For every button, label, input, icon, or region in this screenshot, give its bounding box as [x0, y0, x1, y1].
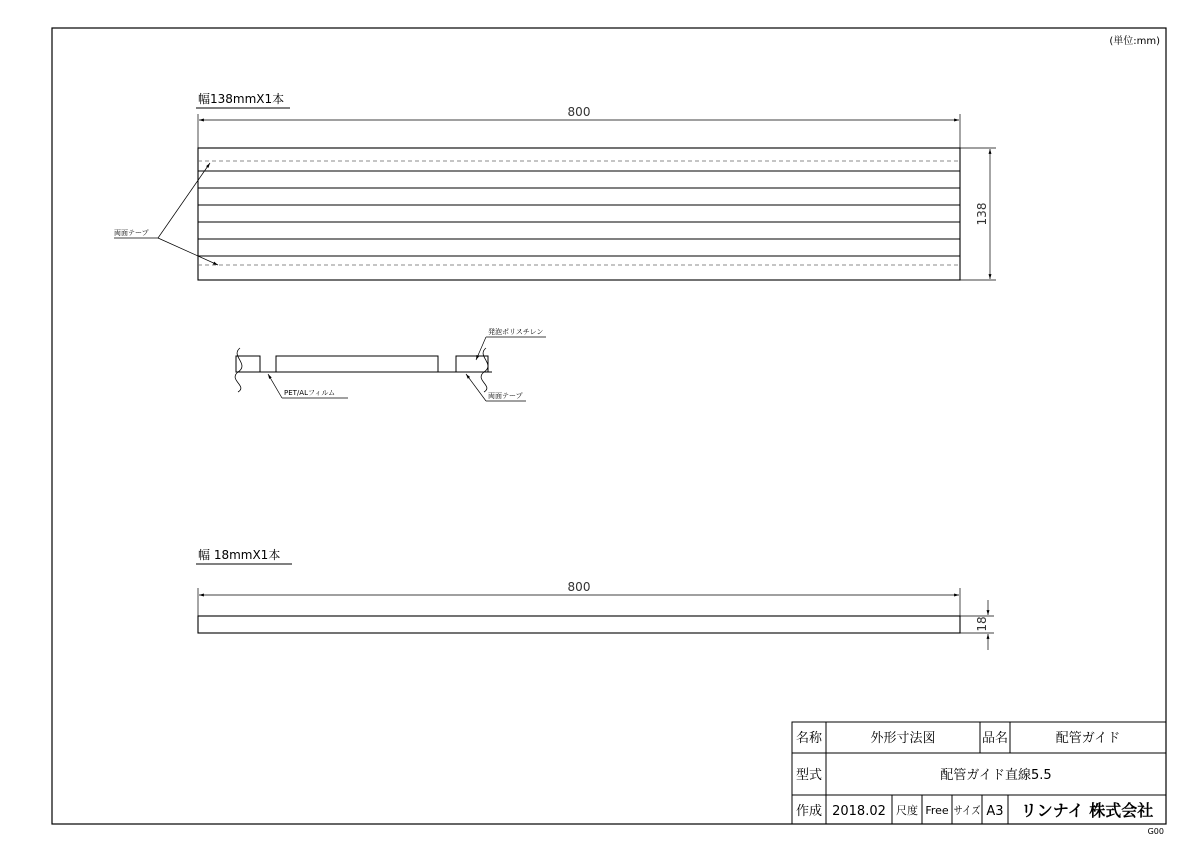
title-block — [792, 722, 1166, 824]
view1-width-value: 138 — [975, 202, 989, 226]
tb-made-header: 作成 — [795, 804, 823, 819]
tb-product-value: 配管ガイド — [1055, 731, 1121, 746]
tb-name-header: 名称 — [795, 731, 823, 746]
view2-width-value: 18 — [975, 616, 989, 632]
tb-model-value: 配管ガイド直線5.5 — [940, 768, 1052, 783]
section-film-label: PET/ALフィルム — [284, 389, 336, 397]
tb-company: リンナイ 株式会社 — [1020, 801, 1154, 820]
section-break-right — [481, 348, 488, 392]
tb-size-value: A3 — [986, 804, 1004, 819]
section-film-leader — [268, 374, 282, 398]
section-block-left — [236, 356, 260, 372]
view1-tape-leader-bottom — [158, 238, 218, 265]
view1-title: 幅138mmX1本 — [198, 92, 285, 106]
section-view — [235, 327, 546, 401]
view1-length-value: 800 — [567, 105, 591, 119]
view1-body — [198, 148, 960, 280]
section-tape-label: 両面テープ — [488, 392, 523, 400]
tb-name-value: 外形寸法図 — [870, 731, 936, 746]
drawing-code: G00 — [1147, 827, 1164, 836]
tb-product-header: 品名 — [981, 731, 1009, 746]
tb-size-header: サイズ — [953, 804, 981, 817]
tb-scale-value: Free — [925, 804, 949, 817]
view1-tape-leader-top — [158, 163, 210, 238]
view2-title: 幅 18mmX1本 — [198, 548, 281, 562]
drawing-border — [52, 28, 1166, 824]
section-block-right — [456, 356, 488, 372]
tb-model-header: 型式 — [795, 768, 823, 783]
view2-plan — [196, 547, 994, 650]
tb-scale-header: 尺度 — [896, 804, 918, 817]
section-block-center — [276, 356, 438, 372]
view2-body — [198, 616, 960, 633]
tb-made-value: 2018.02 — [832, 804, 886, 819]
section-foam-leader — [476, 337, 486, 360]
units-note: (単位:mm) — [1109, 36, 1160, 47]
section-foam-label: 発泡ポリスチレン — [488, 328, 544, 336]
view2-length-value: 800 — [567, 580, 591, 594]
section-tape-leader — [466, 374, 486, 401]
view1-tape-label: 両面テープ — [114, 229, 149, 237]
view1-plan — [114, 91, 996, 280]
